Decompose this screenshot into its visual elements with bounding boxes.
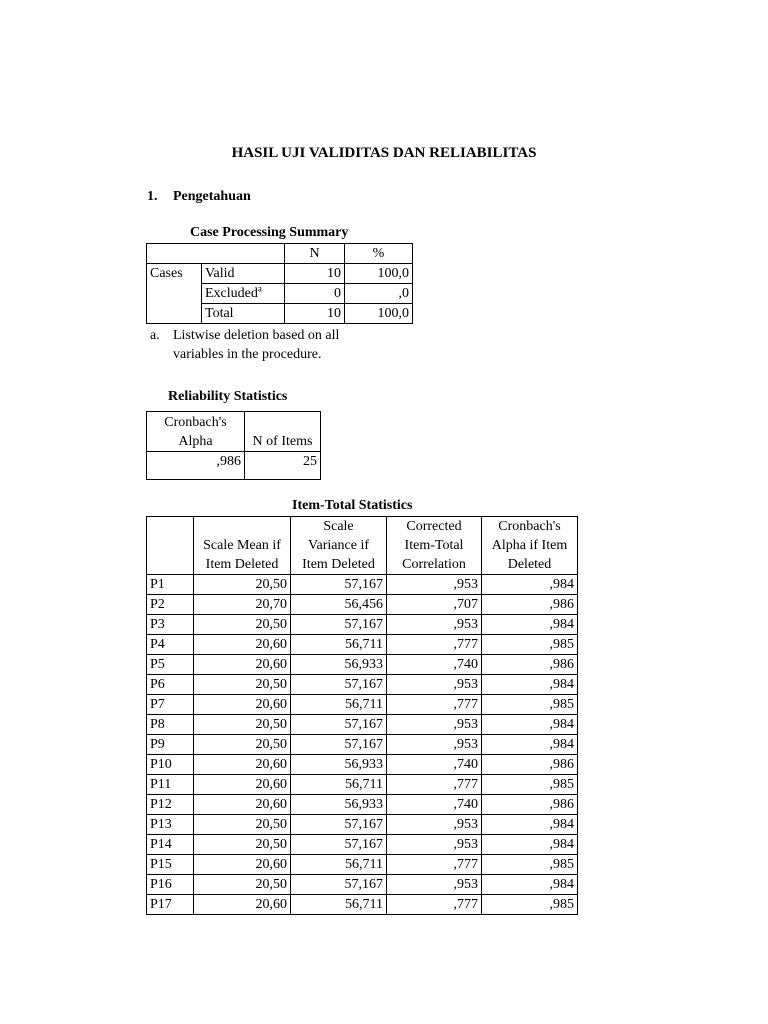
item-label: P8 xyxy=(147,715,194,735)
header-n: N xyxy=(285,244,345,264)
item-label: P7 xyxy=(147,695,194,715)
case-processing-footnote: a. Listwise deletion based on all variables in the procedure. xyxy=(150,328,340,362)
item-label: P6 xyxy=(147,675,194,695)
table-cell: 57,167 xyxy=(291,815,387,835)
table-cell: 56,456 xyxy=(291,595,387,615)
table-cell: ,984 xyxy=(482,735,578,755)
table-cell: 20,60 xyxy=(194,775,291,795)
table-header-row xyxy=(147,517,578,575)
table-cell: 20,70 xyxy=(194,595,291,615)
table-cell: 57,167 xyxy=(291,675,387,695)
table-cell: 56,711 xyxy=(291,695,387,715)
item-label: P10 xyxy=(147,755,194,775)
cell-n: 10 xyxy=(285,304,345,324)
table-row xyxy=(147,244,413,264)
item-label: P11 xyxy=(147,775,194,795)
table-cell: ,985 xyxy=(482,775,578,795)
table-row xyxy=(147,815,578,835)
row-label: Total xyxy=(202,304,285,324)
table-cell: ,707 xyxy=(387,595,482,615)
cell-pct: 100,0 xyxy=(345,304,413,324)
table-cell: ,740 xyxy=(387,755,482,775)
table-cell: 20,60 xyxy=(194,755,291,775)
table-cell: ,986 xyxy=(482,795,578,815)
table-cell: ,984 xyxy=(482,835,578,855)
table-cell: 20,50 xyxy=(194,835,291,855)
item-label: P9 xyxy=(147,735,194,755)
table-cell: 56,933 xyxy=(291,755,387,775)
table-cell: 57,167 xyxy=(291,615,387,635)
case-processing-caption: Case Processing Summary xyxy=(190,225,349,240)
table-cell: ,985 xyxy=(482,695,578,715)
table-cell: ,953 xyxy=(387,715,482,735)
table-cell: 20,60 xyxy=(194,895,291,915)
table-cell: ,986 xyxy=(482,755,578,775)
table-cell: 20,60 xyxy=(194,795,291,815)
table-cell: ,777 xyxy=(387,695,482,715)
table-cell: 57,167 xyxy=(291,875,387,895)
table-cell: 56,711 xyxy=(291,775,387,795)
table-cell: 20,50 xyxy=(194,615,291,635)
item-label: P12 xyxy=(147,795,194,815)
table-row xyxy=(147,855,578,875)
item-total-caption: Item-Total Statistics xyxy=(292,498,413,513)
cell-pct: ,0 xyxy=(345,284,413,304)
table-row xyxy=(147,595,578,615)
header-alpha: Cronbach's Alpha xyxy=(147,412,245,452)
table-cell: 20,60 xyxy=(194,655,291,675)
header-corrected-correlation: Corrected Item-Total Correlation xyxy=(387,517,482,575)
item-label: P17 xyxy=(147,895,194,915)
cell-n: 0 xyxy=(285,284,345,304)
table-cell: ,740 xyxy=(387,795,482,815)
table-row xyxy=(147,755,578,775)
table-row xyxy=(147,412,321,452)
cell-n: 10 xyxy=(285,264,345,284)
table-row xyxy=(147,264,413,284)
page-title: HASIL UJI VALIDITAS DAN RELIABILITAS xyxy=(231,145,537,161)
table-row xyxy=(147,775,578,795)
reliability-table xyxy=(146,411,321,480)
table-cell: ,777 xyxy=(387,635,482,655)
table-cell: ,953 xyxy=(387,575,482,595)
table-cell: 20,50 xyxy=(194,875,291,895)
table-cell: ,777 xyxy=(387,895,482,915)
cell-pct: 100,0 xyxy=(345,264,413,284)
table-cell: ,984 xyxy=(482,715,578,735)
item-label: P14 xyxy=(147,835,194,855)
table-row xyxy=(147,795,578,815)
table-row xyxy=(147,715,578,735)
table-cell: 56,711 xyxy=(291,855,387,875)
table-cell: 20,60 xyxy=(194,635,291,655)
cell-n-items: 25 xyxy=(245,452,321,480)
item-label: P4 xyxy=(147,635,194,655)
table-cell: 56,933 xyxy=(291,795,387,815)
table-cell: 57,167 xyxy=(291,575,387,595)
table-cell: 20,60 xyxy=(194,695,291,715)
table-cell: 20,60 xyxy=(194,855,291,875)
table-row xyxy=(147,895,578,915)
table-row xyxy=(147,875,578,895)
table-cell: 57,167 xyxy=(291,715,387,735)
table-cell: 20,50 xyxy=(194,675,291,695)
table-cell: ,953 xyxy=(387,675,482,695)
item-total-table xyxy=(146,516,578,915)
footnote-marker: a. xyxy=(150,328,160,343)
row-group-label: Cases xyxy=(147,264,202,324)
table-row xyxy=(147,635,578,655)
table-cell: ,984 xyxy=(482,875,578,895)
table-row xyxy=(147,452,321,480)
item-label: P3 xyxy=(147,615,194,635)
footnote-sup: a xyxy=(257,283,262,294)
header-scale-mean: Scale Mean if Item Deleted xyxy=(194,517,291,575)
item-label: P1 xyxy=(147,575,194,595)
table-row xyxy=(147,675,578,695)
item-label: P5 xyxy=(147,655,194,675)
table-row xyxy=(147,575,578,595)
table-cell: ,984 xyxy=(482,815,578,835)
table-row xyxy=(147,735,578,755)
table-cell: 20,50 xyxy=(194,735,291,755)
table-cell: 20,50 xyxy=(194,715,291,735)
table-cell: 56,711 xyxy=(291,895,387,915)
table-cell: 20,50 xyxy=(194,815,291,835)
header-scale-variance: Scale Variance if Item Deleted xyxy=(291,517,387,575)
table-cell: ,953 xyxy=(387,615,482,635)
table-cell: 57,167 xyxy=(291,735,387,755)
section-number: 1. xyxy=(147,189,158,204)
item-label: P2 xyxy=(147,595,194,615)
table-cell: ,953 xyxy=(387,875,482,895)
table-cell: ,740 xyxy=(387,655,482,675)
section-label: Pengetahuan xyxy=(173,189,251,204)
table-cell: ,985 xyxy=(482,635,578,655)
table-cell: ,986 xyxy=(482,595,578,615)
table-cell: ,984 xyxy=(482,675,578,695)
table-row xyxy=(147,835,578,855)
table-cell: 20,50 xyxy=(194,575,291,595)
section-heading xyxy=(147,189,251,205)
item-label: P15 xyxy=(147,855,194,875)
table-cell: 57,167 xyxy=(291,835,387,855)
table-cell: ,953 xyxy=(387,735,482,755)
header-n-items: N of Items xyxy=(245,412,321,452)
table-cell: ,953 xyxy=(387,815,482,835)
table-cell: ,985 xyxy=(482,895,578,915)
row-label-excluded: Excluded$^a$ xyxy=(202,284,285,304)
table-cell: ,986 xyxy=(482,655,578,675)
item-label: P16 xyxy=(147,875,194,895)
table-cell: ,953 xyxy=(387,835,482,855)
row-label: Valid xyxy=(202,264,285,284)
table-cell: 56,711 xyxy=(291,635,387,655)
table-cell: 56,933 xyxy=(291,655,387,675)
table-cell: ,984 xyxy=(482,615,578,635)
cell-alpha: ,986 xyxy=(147,452,245,480)
header-alpha-if-deleted: Cronbach's Alpha if Item Deleted xyxy=(482,517,578,575)
table-cell: ,984 xyxy=(482,575,578,595)
table-row xyxy=(147,615,578,635)
header-pct: % xyxy=(345,244,413,264)
case-processing-table xyxy=(146,243,413,324)
reliability-caption: Reliability Statistics xyxy=(168,389,288,404)
table-cell: ,777 xyxy=(387,855,482,875)
table-row xyxy=(147,655,578,675)
item-label: P13 xyxy=(147,815,194,835)
table-cell: ,777 xyxy=(387,775,482,795)
table-row xyxy=(147,695,578,715)
table-cell: ,985 xyxy=(482,855,578,875)
